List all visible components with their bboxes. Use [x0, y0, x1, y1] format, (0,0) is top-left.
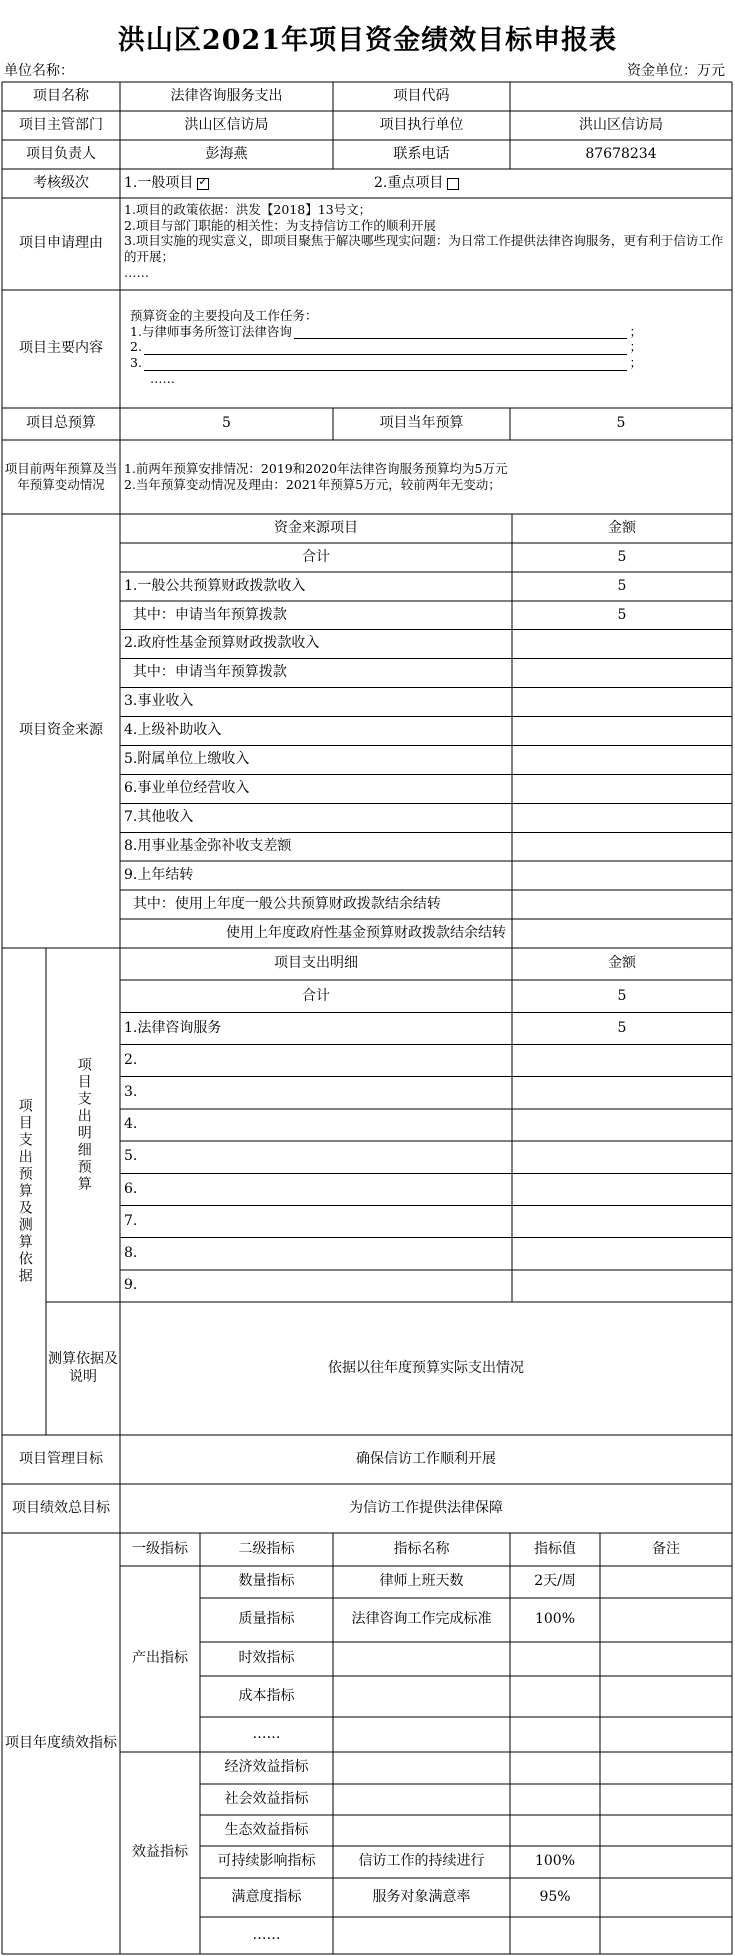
expense-item: 合计 [302, 987, 330, 1004]
funding-item: 其中：申请当年预算拨款 [124, 664, 287, 681]
output-indicator-label: 产出指标 [132, 1650, 188, 1667]
effect-name: 服务对象满意率 [372, 1888, 471, 1905]
funding-item: 6.事业单位经营收入 [124, 780, 250, 797]
output-name: 法律咨询工作完成标准 [351, 1611, 492, 1628]
effect-name [333, 1784, 510, 1815]
money-unit-label: 资金单位：万元 [627, 63, 725, 79]
expense-item: 8. [124, 1244, 138, 1261]
unit-name-label: 单位名称： [4, 63, 74, 79]
funding-item: 7.其他收入 [124, 809, 194, 826]
mgmt-goal-value: 确保信访工作顺利开展 [356, 1450, 496, 1467]
funding-amount [512, 630, 732, 659]
level-key-checkbox[interactable] [447, 178, 459, 190]
level-label: 考核级次 [33, 174, 89, 191]
expense-item: 7. [124, 1212, 138, 1229]
project-name-value: 法律咨询服务支出 [170, 87, 283, 104]
leader-label: 项目负责人 [26, 145, 96, 162]
content-text [120, 290, 732, 408]
reason-text [120, 198, 732, 290]
effect-note [600, 1784, 732, 1815]
funding-item: 使用上年度政府性基金预算财政拨款结余结转 [226, 924, 506, 941]
level-key-option [370, 169, 540, 198]
output-value: 2天/周 [534, 1573, 576, 1590]
output-value: 100% [534, 1611, 576, 1628]
effect-note [600, 1815, 732, 1846]
expense-item: 5. [124, 1148, 138, 1165]
effect-value [510, 1784, 600, 1815]
effect-level2: 生态效益指标 [224, 1821, 309, 1838]
funding-item: 8.用事业基金弥补收支差额 [124, 837, 292, 854]
expense-col-item: 项目支出明细 [274, 955, 358, 972]
content-task-row [130, 355, 642, 371]
content-task-text: 3. [130, 354, 142, 370]
effect-note [600, 1878, 732, 1917]
funding-item: 1.一般公共预算财政拨款收入 [124, 577, 306, 594]
output-name: 律师上班天数 [379, 1573, 464, 1590]
dept-value: 洪山区信访局 [184, 116, 269, 133]
reason-line: 3.项目实施的现实意义，即项目聚焦于解决哪些现实问题：为日常工作提供法律咨询服务，更有利于信访工作的开展； [124, 233, 724, 264]
project-code-label: 项目代码 [393, 87, 450, 104]
funding-item: 其中：使用上年度一般公共预算财政拨款结余结转 [124, 895, 441, 912]
expense-amount [512, 1141, 732, 1173]
reason-label: 项目申请理由 [19, 235, 103, 252]
effect-level2: 可持续影响指标 [217, 1853, 316, 1870]
expense-amount [512, 1045, 732, 1077]
expense-item: 2. [124, 1051, 138, 1068]
col-note: 备注 [652, 1540, 680, 1557]
output-name [333, 1642, 510, 1676]
effect-note [600, 1752, 732, 1784]
total-budget-label: 项目总预算 [26, 415, 96, 432]
content-ellipsis: …… [150, 370, 175, 386]
current-budget-value: 5 [616, 415, 626, 432]
content-label: 项目主要内容 [19, 340, 103, 357]
output-value [510, 1642, 600, 1676]
funding-amount: 5 [617, 577, 627, 594]
content-task-underline [294, 324, 628, 339]
output-level2: 质量指标 [238, 1611, 295, 1628]
effect-name [333, 1917, 510, 1954]
content-task-text: 2. [130, 339, 142, 355]
output-name [333, 1717, 510, 1752]
effect-value [510, 1917, 600, 1954]
effect-value [510, 1752, 600, 1784]
funding-item: 其中：申请当年预算拨款 [124, 606, 287, 623]
change-text [120, 440, 732, 514]
col-value: 指标值 [534, 1540, 576, 1557]
output-note [600, 1676, 732, 1717]
expense-item: 1.法律咨询服务 [124, 1019, 222, 1036]
effect-value: 100% [534, 1853, 576, 1870]
content-task-underline [144, 340, 628, 355]
expense-amount [512, 1109, 732, 1141]
funding-amount [512, 832, 732, 861]
funding-item: 5.附属单位上缴收入 [124, 751, 250, 768]
exec-unit-value: 洪山区信访局 [579, 116, 663, 133]
change-label: 项目前两年预算及当年预算变动情况 [4, 461, 118, 492]
level-general-checkbox[interactable] [197, 178, 209, 190]
funding-amount [512, 745, 732, 774]
effect-name [333, 1815, 510, 1846]
col-name: 指标名称 [393, 1540, 450, 1557]
funding-amount [512, 774, 732, 803]
effect-level2: 社会效益指标 [224, 1790, 309, 1807]
indicator-label: 项目年度绩效指标 [5, 1734, 117, 1751]
perf-goal-label: 项目绩效总目标 [12, 1499, 110, 1516]
expense-amount [512, 1238, 732, 1270]
expense-item: 4. [124, 1116, 138, 1133]
expense-amount: 5 [617, 1019, 627, 1036]
expense-amount [512, 1205, 732, 1237]
project-name-label: 项目名称 [33, 87, 89, 104]
effect-indicator-label: 效益指标 [132, 1844, 188, 1861]
output-level2: …… [252, 1725, 281, 1742]
reason-line: 2.项目与部门职能的相关性：为支持信访工作的顺利开展 [124, 217, 436, 233]
funding-amount [512, 919, 732, 948]
effect-level2: 经济效益指标 [224, 1759, 309, 1776]
col-level1: 一级指标 [132, 1540, 188, 1557]
expense-col-amount: 金额 [608, 955, 636, 972]
mgmt-goal-label: 项目管理目标 [19, 1450, 103, 1467]
output-value [510, 1676, 600, 1717]
funding-item: 2.政府性基金预算财政拨款收入 [124, 635, 320, 652]
phone-label: 联系电话 [393, 145, 450, 162]
funding-col-amount: 金额 [608, 519, 636, 536]
expense-inner-label: 项目支出明细预算 [75, 1057, 92, 1193]
funding-amount [512, 803, 732, 832]
output-note [600, 1566, 732, 1598]
content-task-text: 1.与律师事务所签订法律咨询 [130, 323, 292, 339]
effect-level2: 满意度指标 [231, 1888, 302, 1905]
funding-item: 3.事业收入 [124, 693, 194, 710]
funding-amount [512, 717, 732, 746]
funding-amount [512, 861, 732, 890]
level-general-option [120, 169, 370, 198]
effect-level2: …… [252, 1926, 281, 1943]
funding-label: 项目资金来源 [19, 722, 103, 739]
output-value [510, 1717, 600, 1752]
effect-value: 95% [539, 1888, 571, 1905]
effect-note [600, 1846, 732, 1878]
output-note [600, 1598, 732, 1642]
col-level2: 二级指标 [238, 1540, 295, 1557]
content-task-end: ； [629, 339, 642, 355]
form-title: 洪山区2021年项目资金绩效目标申报表 [117, 25, 618, 56]
phone-value: 87678234 [585, 145, 657, 162]
funding-item: 4.上级补助收入 [124, 722, 222, 739]
funding-item: 合计 [302, 548, 330, 565]
output-note [600, 1642, 732, 1676]
reason-line: 1.项目的政策依据：洪发【2018】13号文； [124, 202, 372, 217]
total-budget-value: 5 [222, 415, 231, 432]
change-line2: 2.当年预算变动情况及理由：2021年预算5万元，较前两年无变动； [124, 477, 501, 492]
funding-col-item: 资金来源项目 [274, 519, 358, 536]
basis-label: 测算依据及说明 [48, 1351, 118, 1385]
current-budget-label: 项目当年预算 [379, 415, 464, 432]
content-task-end: ； [629, 354, 642, 370]
content-task-row [130, 339, 642, 355]
funding-amount: 5 [617, 606, 627, 623]
content-intro: 预算资金的主要投向及工作任务： [130, 308, 318, 323]
expense-amount [512, 1077, 732, 1109]
perf-goal-value: 为信访工作提供法律保障 [349, 1499, 503, 1516]
expense-amount [512, 1270, 732, 1302]
output-name [333, 1676, 510, 1717]
dept-label: 项目主管部门 [19, 116, 103, 133]
funding-amount [512, 890, 732, 919]
funding-amount: 5 [617, 548, 627, 565]
leader-value: 彭海燕 [205, 145, 248, 162]
funding-amount [512, 659, 732, 688]
content-task-row [130, 324, 642, 340]
content-task-end: ； [629, 323, 642, 339]
expense-item: 6. [124, 1180, 138, 1197]
reason-line: …… [124, 264, 149, 280]
change-line1: 1.前两年预算安排情况：2019和2020年法律咨询服务预算均为5万元 [124, 461, 508, 477]
output-level2: 时效指标 [238, 1650, 295, 1667]
output-note [600, 1717, 732, 1752]
level-key-text: 2.重点项目 [374, 174, 444, 191]
expense-amount: 5 [617, 987, 627, 1004]
effect-value [510, 1815, 600, 1846]
content-task-underline [144, 356, 628, 371]
expense-item: 9. [124, 1277, 138, 1294]
funding-amount [512, 688, 732, 717]
effect-name [333, 1752, 510, 1784]
exec-unit-label: 项目执行单位 [379, 116, 464, 133]
basis-value: 依据以往年度预算实际支出情况 [328, 1359, 524, 1376]
output-level2: 数量指标 [238, 1573, 295, 1590]
level-general-text: 1.一般项目 [124, 174, 194, 191]
expense-item: 3. [124, 1084, 138, 1101]
project-code-value [510, 82, 732, 111]
effect-name: 信访工作的持续进行 [358, 1853, 485, 1870]
funding-item: 9.上年结转 [124, 866, 194, 883]
output-level2: 成本指标 [238, 1687, 295, 1704]
expense-amount [512, 1173, 732, 1205]
expense-outer-label: 项目支出预算及测算依据 [16, 1098, 33, 1285]
effect-note [600, 1917, 732, 1954]
